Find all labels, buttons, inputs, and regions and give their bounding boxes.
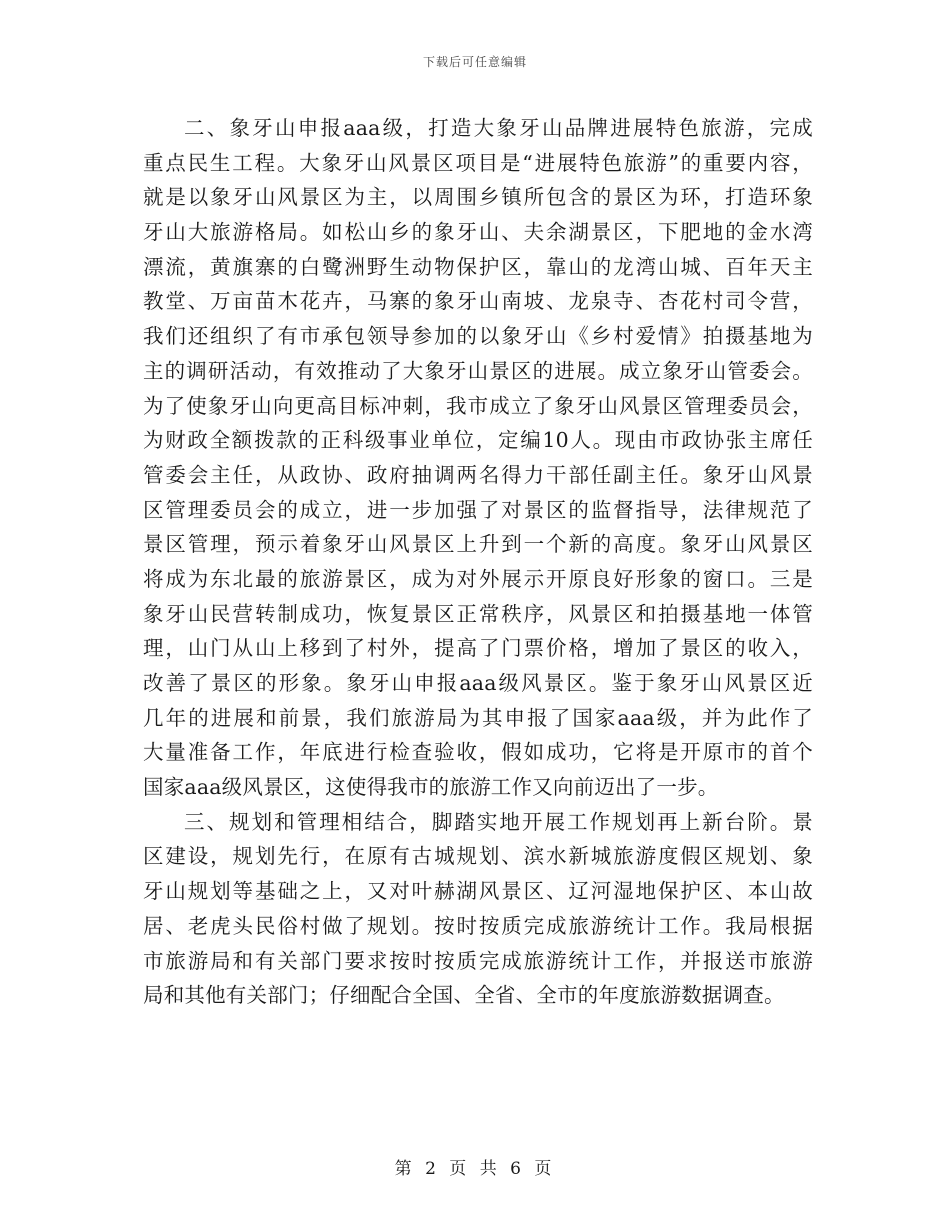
text-line: 重点民生工程。大象牙山风景区项目是“进展特色旅游”的重要内容， xyxy=(143,150,813,175)
text-line: 局和其他有关部门；仔细配合全国、全省、全市的年度旅游数据调查。 xyxy=(143,983,785,1008)
text-line: 管委会主任，从政协、政府抽调两名得力干部任副主任。象牙山风景 xyxy=(143,462,813,487)
text-line: 为了使象牙山向更高目标冲刺，我市成立了象牙山风景区管理委员会， xyxy=(143,393,813,418)
text-line: 主的调研活动，有效推动了大象牙山景区的进展。成立象牙山管委会。 xyxy=(143,358,813,383)
text-line: 市旅游局和有关部门要求按时按质完成旅游统计工作，并报送市旅游 xyxy=(143,948,813,973)
text-line: 牙山规划等基础之上，又对叶赫湖风景区、辽河湿地保护区、本山故 xyxy=(143,879,813,904)
paragraph-1 xyxy=(143,111,813,805)
text-line: 就是以象牙山风景区为主，以周围乡镇所包含的景区为环，打造环象 xyxy=(143,185,813,210)
text-line: 国家aaa级风景区，这使得我市的旅游工作又向前迈出了一步。 xyxy=(143,775,719,800)
text-line: 教堂、万亩苗木花卉，马寨的象牙山南坡、龙泉寺、杏花村司令营， xyxy=(143,289,813,314)
text-line: 三、规划和管理相结合，脚踏实地开展工作规划再上新台阶。景 xyxy=(184,809,813,834)
text-line: 二、象牙山申报aaa级，打造大象牙山品牌进展特色旅游，完成 xyxy=(184,116,813,140)
text-line: 区管理委员会的成立，进一步加强了对景区的监督指导，法律规范了 xyxy=(143,497,813,522)
text-line: 大量准备工作，年底进行检查验收，假如成功，它将是开原市的首个 xyxy=(143,740,813,765)
text-line: 牙山大旅游格局。如松山乡的象牙山、夫余湖景区，下肥地的金水湾 xyxy=(143,220,813,245)
text-line: 区建设，规划先行，在原有古城规划、滨水新城旅游度假区规划、象 xyxy=(143,844,813,869)
paragraph-2 xyxy=(143,805,813,1013)
text-line: 改善了景区的形象。象牙山申报aaa级风景区。鉴于象牙山风景区近 xyxy=(143,671,813,695)
text-line: 居、老虎头民俗村做了规划。按时按质完成旅游统计工作。我局根据 xyxy=(143,913,813,938)
text-line: 漂流，黄旗寨的白鹭洲野生动物保护区，靠山的龙湾山城、百年天主 xyxy=(143,254,813,279)
text-line: 景区管理，预示着象牙山风景区上升到一个新的高度。象牙山风景区 xyxy=(143,532,813,557)
text-line: 理，山门从山上移到了村外，提高了门票价格，增加了景区的收入， xyxy=(143,636,813,661)
text-line: 象牙山民营转制成功，恢复景区正常秩序，风景区和拍摄基地一体管 xyxy=(143,601,813,626)
page-header-note: 下载后可任意编辑 xyxy=(422,55,527,69)
text-line: 我们还组织了有市承包领导参加的以象牙山《乡村爱情》拍摄基地为 xyxy=(143,324,813,349)
page-number-footer: 第 2 页 共 6 页 xyxy=(394,1159,556,1179)
text-line: 将成为东北最的旅游景区，成为对外展示开原良好形象的窗口。三是 xyxy=(143,566,813,591)
text-line: 为财政全额拨款的正科级事业单位，定编10人。现由市政协张主席任 xyxy=(143,428,813,453)
document-body xyxy=(143,111,813,1013)
text-line: 几年的进展和前景，我们旅游局为其申报了国家aaa级，并为此作了 xyxy=(143,705,813,730)
